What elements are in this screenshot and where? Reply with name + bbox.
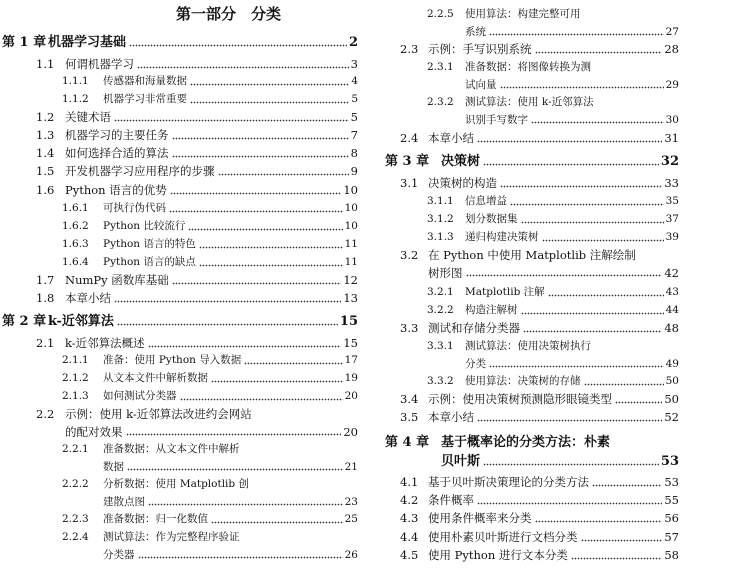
toc-entry-subsection — [0, 479, 372, 514]
toc-entry-title: 决策树 — [441, 154, 481, 169]
dot-leader — [592, 482, 662, 488]
toc-entry-page: 10 — [343, 183, 358, 197]
toc-entry-subsection — [383, 9, 729, 44]
toc-entry-section — [383, 394, 729, 412]
toc-entry-number: 2.1 — [36, 336, 55, 350]
toc-entry-subsection — [0, 76, 372, 94]
toc-entry-number: 1.6.2 — [62, 220, 89, 232]
dot-leader — [535, 49, 663, 55]
toc-entry-section — [383, 323, 729, 341]
toc-entry-number: 2.2.2 — [62, 478, 89, 490]
dot-leader — [521, 219, 664, 225]
toc-entry-title: 开发机器学习应用程序的步骤 — [65, 164, 215, 178]
toc-entry-title: 测试和存储分类器 — [428, 321, 520, 335]
toc-entry-page: 5 — [351, 93, 358, 105]
toc-entry-number: 1.5 — [36, 164, 55, 178]
toc-entry-page: 27 — [665, 25, 679, 38]
dot-leader — [211, 378, 343, 384]
toc-entry-page: 55 — [664, 493, 679, 507]
toc-entry-number: 2.1.1 — [62, 354, 89, 366]
toc-entry-title: 测试算法：使用 k-近邻算法 — [465, 96, 594, 108]
toc-entry-page: 23 — [344, 495, 358, 508]
toc-entry-section — [0, 275, 372, 293]
toc-entry-title: 分类 — [465, 357, 486, 370]
dot-leader — [199, 244, 343, 250]
toc-entry-title: 何谓机器学习 — [65, 57, 134, 71]
toc-entry-number: 3.1.2 — [427, 213, 454, 225]
toc-entry-number: 3.1 — [400, 176, 419, 190]
toc-entry-page: 30 — [665, 113, 679, 126]
dot-leader — [172, 135, 349, 141]
toc-entry-section — [0, 409, 372, 444]
toc-entry-page: 50 — [665, 375, 679, 387]
dot-leader — [137, 64, 349, 70]
toc-entry-section — [0, 185, 372, 203]
toc-entry-title: 系统 — [465, 25, 486, 38]
toc-entry-page: 49 — [665, 357, 679, 370]
toc-entry-section — [0, 130, 372, 148]
toc-entry-number: 2.2.3 — [62, 513, 89, 525]
dot-leader — [148, 502, 343, 508]
toc-entry-subsection — [0, 221, 372, 239]
toc-entry-title: 准备数据：归一化数值 — [103, 513, 208, 525]
toc-entry-section — [0, 148, 372, 166]
toc-entry-page: 32 — [660, 154, 679, 169]
toc-entry-title: 准备：使用 Python 导入数据 — [103, 354, 242, 366]
toc-entry-number: 3.1.1 — [427, 195, 454, 207]
dot-leader — [170, 190, 342, 196]
toc-entry-title: 机器学习的主要任务 — [65, 128, 169, 142]
toc-entry-title: 建散点图 — [103, 495, 145, 508]
toc-entry-page: 31 — [664, 131, 679, 145]
dot-leader — [542, 237, 664, 243]
toc-entry-number: 1.2 — [36, 110, 55, 124]
toc-entry-title: 构造注解树 — [465, 304, 518, 316]
toc-entry-title: Python 语言的特色 — [103, 238, 196, 250]
toc-entry-section — [383, 550, 729, 568]
toc-entry-section — [383, 477, 729, 495]
toc-entry-title: 分析数据：使用 Matplotlib 创 — [103, 478, 249, 490]
toc-entry-page: 39 — [665, 231, 679, 243]
toc-entry-title: 数据 — [103, 460, 124, 473]
dot-leader — [521, 310, 664, 316]
dot-leader — [500, 183, 662, 189]
toc-entry-number: 4.1 — [400, 475, 419, 489]
toc-entry-title: 使用条件概率来分类 — [428, 511, 532, 525]
dot-leader — [477, 138, 662, 144]
toc-entry-page: 53 — [660, 454, 679, 469]
dot-leader — [477, 417, 662, 423]
toc-entry-title: 的配对效果 — [65, 424, 123, 439]
toc-entry-subsection — [383, 97, 729, 132]
dot-leader — [172, 153, 349, 159]
toc-entry-section — [0, 166, 372, 184]
toc-entry-number: 4.2 — [400, 493, 419, 507]
toc-entry-subsection — [383, 341, 729, 376]
toc-entry-page: 11 — [344, 238, 358, 250]
toc-entry-subsection — [383, 232, 729, 250]
toc-entry-page: 52 — [664, 410, 679, 424]
dot-leader — [169, 208, 343, 214]
dot-leader — [548, 292, 664, 298]
toc-entry-chapter — [383, 155, 729, 174]
toc-entry-number: 4.4 — [400, 530, 419, 544]
dot-leader — [523, 328, 662, 334]
toc-entry-page: 13 — [343, 291, 358, 305]
dot-leader — [489, 364, 664, 370]
toc-entry-page: 50 — [664, 392, 679, 406]
toc-entry-subsection — [0, 444, 372, 479]
toc-entry-number: 1.6.3 — [62, 238, 89, 250]
toc-entry-page: 19 — [344, 372, 358, 384]
toc-entry-title: Python 比较流行 — [103, 220, 186, 232]
dot-leader — [510, 201, 664, 207]
toc-entry-title: 分类器 — [103, 548, 135, 561]
toc-entry-page: 28 — [664, 42, 679, 56]
toc-entry-number: 3.3.2 — [427, 375, 454, 387]
toc-entry-page: 29 — [665, 78, 679, 91]
dot-leader — [199, 262, 343, 268]
toc-entry-title: 关键术语 — [65, 110, 111, 124]
toc-entry-title: Matplotlib 注解 — [465, 286, 545, 298]
dot-leader — [127, 467, 343, 473]
toc-entry-title: k-近邻算法概述 — [65, 336, 145, 350]
dot-leader — [531, 120, 664, 126]
toc-entry-number: 2.1.2 — [62, 372, 89, 384]
toc-entry-number: 1.7 — [36, 273, 55, 287]
toc-entry-subsection — [0, 203, 372, 221]
dot-leader — [190, 99, 349, 105]
toc-entry-subsection — [383, 376, 729, 394]
toc-entry-page: 5 — [350, 110, 358, 124]
toc-entry-title: 使用 Python 进行文本分类 — [428, 548, 568, 562]
toc-entry-title: 示例：手写识别系统 — [428, 42, 532, 56]
toc-entry-subsection — [0, 239, 372, 257]
toc-entry-subsection — [0, 257, 372, 275]
toc-entry-section — [383, 133, 729, 151]
dot-leader — [571, 555, 662, 561]
toc-entry-title: 基于概率论的分类方法：朴素 — [441, 435, 611, 450]
toc-entry-title: 准备数据：从文本文件中解析 — [103, 443, 240, 455]
toc-entry-section — [383, 178, 729, 196]
dot-leader — [114, 117, 349, 123]
toc-entry-number: 3.2 — [400, 248, 419, 262]
toc-entry-title: Python 语言的缺点 — [103, 256, 196, 268]
dot-leader — [244, 360, 342, 366]
toc-entry-page: 9 — [350, 164, 358, 178]
toc-entry-title: 测试算法：使用决策树执行 — [465, 340, 591, 352]
toc-entry-title: 如何测试分类器 — [103, 390, 177, 402]
dot-leader — [483, 461, 659, 467]
toc-entry-page: 10 — [344, 220, 358, 232]
toc-entry-page: 53 — [664, 475, 679, 489]
toc-entry-page: 44 — [665, 304, 679, 316]
toc-entry-title: 测试算法：作为完整程序验证 — [103, 531, 240, 543]
dot-leader — [500, 85, 664, 91]
toc-entry-title: 准备数据：将图像转换为测 — [465, 61, 591, 73]
dot-leader — [535, 518, 663, 524]
toc-entry-title: 从文本文件中解析数据 — [103, 372, 208, 384]
toc-entry-section — [383, 495, 729, 513]
toc-entry-page: 10 — [344, 202, 358, 214]
toc-entry-number: 2.2 — [36, 407, 55, 421]
dot-leader — [584, 381, 664, 387]
toc-entry-title: 如何选择合适的算法 — [65, 146, 169, 160]
toc-entry-number: 3.1.3 — [427, 231, 454, 243]
toc-entry-title: 使用朴素贝叶斯进行文档分类 — [428, 530, 578, 544]
toc-entry-section — [383, 44, 729, 62]
toc-entry-subsection — [383, 62, 729, 97]
toc-entry-subsection — [383, 305, 729, 323]
toc-entry-number: 3.2.1 — [427, 286, 454, 298]
toc-entry-number: 4.5 — [400, 548, 419, 562]
toc-entry-page: 12 — [343, 273, 358, 287]
toc-entry-subsection — [0, 373, 372, 391]
toc-entry-title: 使用算法：决策树的存储 — [465, 375, 581, 387]
toc-entry-title: 试向量 — [465, 78, 497, 91]
toc-entry-subsection — [0, 391, 372, 409]
toc-entry-page: 4 — [351, 75, 358, 87]
toc-entry-title: 机器学习基础 — [48, 35, 127, 50]
toc-entry-subsection — [0, 532, 372, 567]
toc-entry-number: 1.3 — [36, 128, 55, 142]
dot-leader — [466, 273, 663, 279]
toc-entry-page: 33 — [664, 176, 679, 190]
toc-entry-title: 本章小结 — [65, 291, 111, 305]
toc-entry-page: 11 — [344, 256, 358, 268]
toc-entry-page: 48 — [664, 321, 679, 335]
toc-entry-title: 贝叶斯 — [441, 454, 481, 469]
toc-entry-title: 示例：使用 k-近邻算法改进约会网站 — [65, 407, 252, 421]
toc-entry-chapter — [0, 315, 372, 334]
toc-entry-section — [383, 532, 729, 550]
toc-entry-subsection — [383, 214, 729, 232]
dot-leader — [581, 537, 663, 543]
toc-entry-title: 基于贝叶斯决策理论的分类方法 — [428, 475, 589, 489]
toc-entry-title: 可执行伪代码 — [103, 202, 166, 214]
toc-entry-page: 56 — [664, 511, 679, 525]
dot-leader — [615, 399, 662, 405]
dot-leader — [114, 298, 341, 304]
part-title: 第一部分 分类 — [176, 5, 282, 23]
toc-entry-page: 15 — [343, 336, 358, 350]
toc-entry-number: 1.6.1 — [62, 202, 89, 214]
toc-entry-number: 3.4 — [400, 392, 419, 406]
toc-entry-section — [383, 412, 729, 430]
toc-entry-page: 8 — [350, 146, 358, 160]
dot-leader — [190, 81, 349, 87]
toc-entry-number: 3.3.1 — [427, 340, 454, 352]
toc-entry-subsection — [0, 94, 372, 112]
toc-entry-title: 递归构建决策树 — [465, 231, 539, 243]
toc-entry-number: 2.2.5 — [427, 8, 454, 20]
dot-leader — [180, 396, 343, 402]
toc-entry-page: 7 — [350, 128, 358, 142]
toc-entry-title: 决策树的构造 — [428, 176, 497, 190]
dot-leader — [211, 519, 343, 525]
dot-leader — [483, 161, 659, 167]
toc-entry-page: 15 — [339, 314, 358, 329]
toc-entry-number: 3.2.2 — [427, 304, 454, 316]
dot-leader — [188, 226, 342, 232]
toc-entry-number: 第 4 章 — [385, 435, 430, 450]
toc-entry-title: Python 语言的优势 — [65, 183, 167, 197]
toc-entry-section — [0, 293, 372, 311]
toc-entry-title: 使用算法：构建完整可用 — [465, 8, 581, 20]
toc-entry-page: 57 — [664, 530, 679, 544]
toc-entry-page: 35 — [665, 195, 679, 207]
toc-entry-number: 2.2.1 — [62, 443, 89, 455]
toc-entry-number: 3.3 — [400, 321, 419, 335]
toc-entry-page: 43 — [665, 286, 679, 298]
toc-entry-page: 3 — [350, 57, 358, 71]
toc-entry-title: 在 Python 中使用 Matplotlib 注解绘制 — [428, 248, 636, 262]
toc-entry-page: 20 — [344, 390, 358, 402]
toc-entry-number: 1.1 — [36, 57, 55, 71]
toc-entry-page: 37 — [665, 213, 679, 225]
toc-entry-number: 1.4 — [36, 146, 55, 160]
toc-entry-section — [383, 250, 729, 285]
toc-entry-section — [0, 338, 372, 356]
toc-entry-page: 42 — [664, 265, 679, 280]
toc-entry-subsection — [0, 514, 372, 532]
toc-entry-number: 2.1.3 — [62, 390, 89, 402]
toc-entry-subsection — [383, 287, 729, 305]
toc-entry-number: 2.3.2 — [427, 96, 454, 108]
toc-entry-page: 21 — [344, 460, 358, 473]
toc-entry-page: 26 — [344, 548, 358, 561]
toc-entry-title: k-近邻算法 — [48, 314, 114, 329]
toc-entry-number: 1.1.1 — [62, 75, 89, 87]
toc-entry-number: 第 1 章 — [2, 35, 47, 50]
toc-entry-number: 2.3.1 — [427, 61, 454, 73]
toc-entry-number: 1.6 — [36, 183, 55, 197]
toc-entry-number: 1.6.4 — [62, 256, 89, 268]
dot-leader — [477, 500, 662, 506]
toc-entry-page: 17 — [344, 354, 358, 366]
toc-entry-title: 机器学习非常重要 — [103, 93, 187, 105]
toc-entry-subsection — [383, 196, 729, 214]
toc-entry-title: NumPy 函数库基础 — [65, 273, 169, 287]
toc-entry-title: 条件概率 — [428, 493, 474, 507]
toc-entry-title: 本章小结 — [428, 131, 474, 145]
toc-entry-number: 2.3 — [400, 42, 419, 56]
toc-entry-page: 58 — [664, 548, 679, 562]
toc-entry-title: 信息增益 — [465, 195, 507, 207]
toc-entry-subsection — [0, 355, 372, 373]
toc-entry-title: 本章小结 — [428, 410, 474, 424]
toc-entry-chapter — [383, 436, 729, 474]
toc-entry-page: 2 — [348, 35, 358, 50]
toc-entry-number: 2.2.4 — [62, 531, 89, 543]
toc-entry-number: 1.8 — [36, 291, 55, 305]
toc-entry-section — [383, 513, 729, 531]
dot-leader — [218, 171, 349, 177]
toc-entry-title: 传感器和海量数据 — [103, 75, 187, 87]
toc-entry-number: 第 3 章 — [385, 154, 430, 169]
toc-entry-title: 划分数据集 — [465, 213, 518, 225]
toc-entry-number: 1.1.2 — [62, 93, 89, 105]
toc-entry-number: 第 2 章 — [2, 314, 47, 329]
dot-leader — [172, 280, 342, 286]
toc-entry-number: 2.4 — [400, 131, 419, 145]
dot-leader — [129, 42, 347, 48]
dot-leader — [148, 343, 342, 349]
toc-entry-title: 示例：使用决策树预测隐形眼镜类型 — [428, 392, 612, 406]
toc-entry-page: 20 — [343, 424, 358, 439]
toc-entry-section — [0, 112, 372, 130]
dot-leader — [138, 555, 343, 561]
toc-entry-number: 4.3 — [400, 511, 419, 525]
toc-entry-section — [0, 59, 372, 77]
dot-leader — [126, 432, 342, 438]
toc-entry-title: 识别手写数字 — [465, 113, 528, 126]
toc-entry-chapter — [0, 36, 372, 55]
toc-entry-number: 3.5 — [400, 410, 419, 424]
toc-entry-title: 树形图 — [428, 265, 463, 280]
toc-entry-page: 25 — [344, 513, 358, 525]
dot-leader — [117, 321, 338, 327]
dot-leader — [489, 32, 664, 38]
